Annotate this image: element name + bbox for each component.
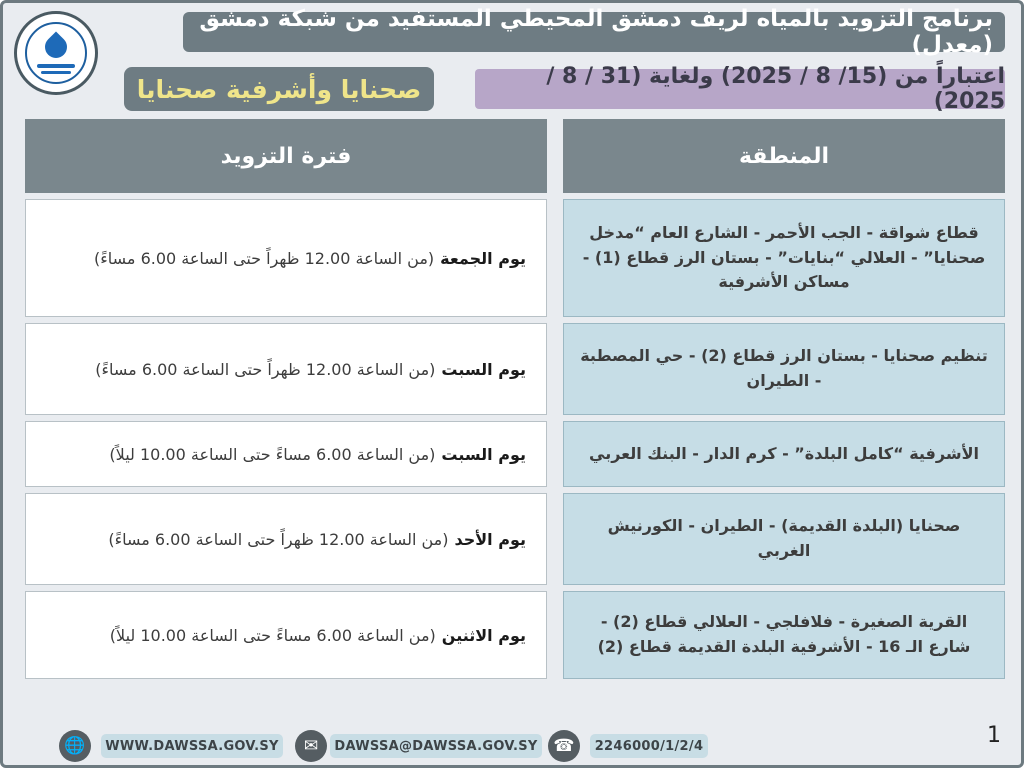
time-range: (من الساعة 12.00 ظهراً حتى الساعة 6.00 مساءً): [94, 248, 435, 268]
phone-number: 2246000/1/2/4: [590, 734, 708, 758]
date-range: اعتباراً من (15/ 8 / 2025) ولغاية (31 / 8 / 2025): [475, 69, 1005, 109]
region-cell: قطاع شواقة - الجب الأحمر - الشارع العام “مدخل صحنايا” - العلالي “بنايات” - بستان الرز قطاع (1) - مساكن الأشرفية: [563, 199, 1005, 317]
region-cell: صحنايا (البلدة القديمة) - الطيران - الكورنيش الغربي: [563, 493, 1005, 585]
period-cell: [25, 421, 547, 487]
globe-icon: 🌐: [59, 730, 91, 762]
day-label: يوم الاثنين: [441, 625, 526, 645]
mail-icon: ✉: [295, 730, 327, 762]
area-name-badge: صحنايا وأشرفية صحنايا: [124, 67, 434, 111]
period-cell: [25, 493, 547, 585]
region-cell: تنظيم صحنايا - بستان الرز قطاع (2) - حي المصطبة - الطيران: [563, 323, 1005, 415]
day-label: يوم الجمعة: [440, 248, 526, 268]
time-range: (من الساعة 6.00 مساءً حتى الساعة 10.00 ليلاً): [109, 625, 436, 645]
time-range: (من الساعة 6.00 مساءً حتى الساعة 10.00 ليلاً): [109, 444, 436, 464]
day-label: يوم السبت: [441, 444, 526, 464]
organization-logo: [14, 11, 98, 95]
website-link[interactable]: WWW.DAWSSA.GOV.SY: [101, 734, 283, 758]
region-cell: الأشرفية “كامل البلدة” - كرم الدار - البنك العربي: [563, 421, 1005, 487]
email-link[interactable]: DAWSSA@DAWSSA.GOV.SY: [330, 734, 542, 758]
page-number: 1: [987, 723, 1001, 748]
time-range: (من الساعة 12.00 ظهراً حتى الساعة 6.00 مساءً): [95, 359, 436, 379]
period-cell: [25, 591, 547, 679]
time-range: (من الساعة 12.00 ظهراً حتى الساعة 6.00 مساءً): [108, 529, 449, 549]
day-label: يوم السبت: [441, 359, 526, 379]
page-title: برنامج التزويد بالمياه لريف دمشق المحيطي المستفيد من شبكة دمشق (معدل): [183, 12, 1005, 52]
phone-icon: ☎: [548, 730, 580, 762]
period-cell: [25, 199, 547, 317]
column-header-region: المنطقة: [563, 119, 1005, 193]
column-header-period: فترة التزويد: [25, 119, 547, 193]
period-cell: [25, 323, 547, 415]
day-label: يوم الأحد: [454, 529, 526, 549]
region-cell: القرية الصغيرة - فلافلجي - العلالي قطاع (2) - شارع الـ 16 - الأشرفية البلدة القديمة قطاع (2): [563, 591, 1005, 679]
wave-icon-2: [41, 71, 71, 74]
wave-icon: [37, 64, 75, 68]
